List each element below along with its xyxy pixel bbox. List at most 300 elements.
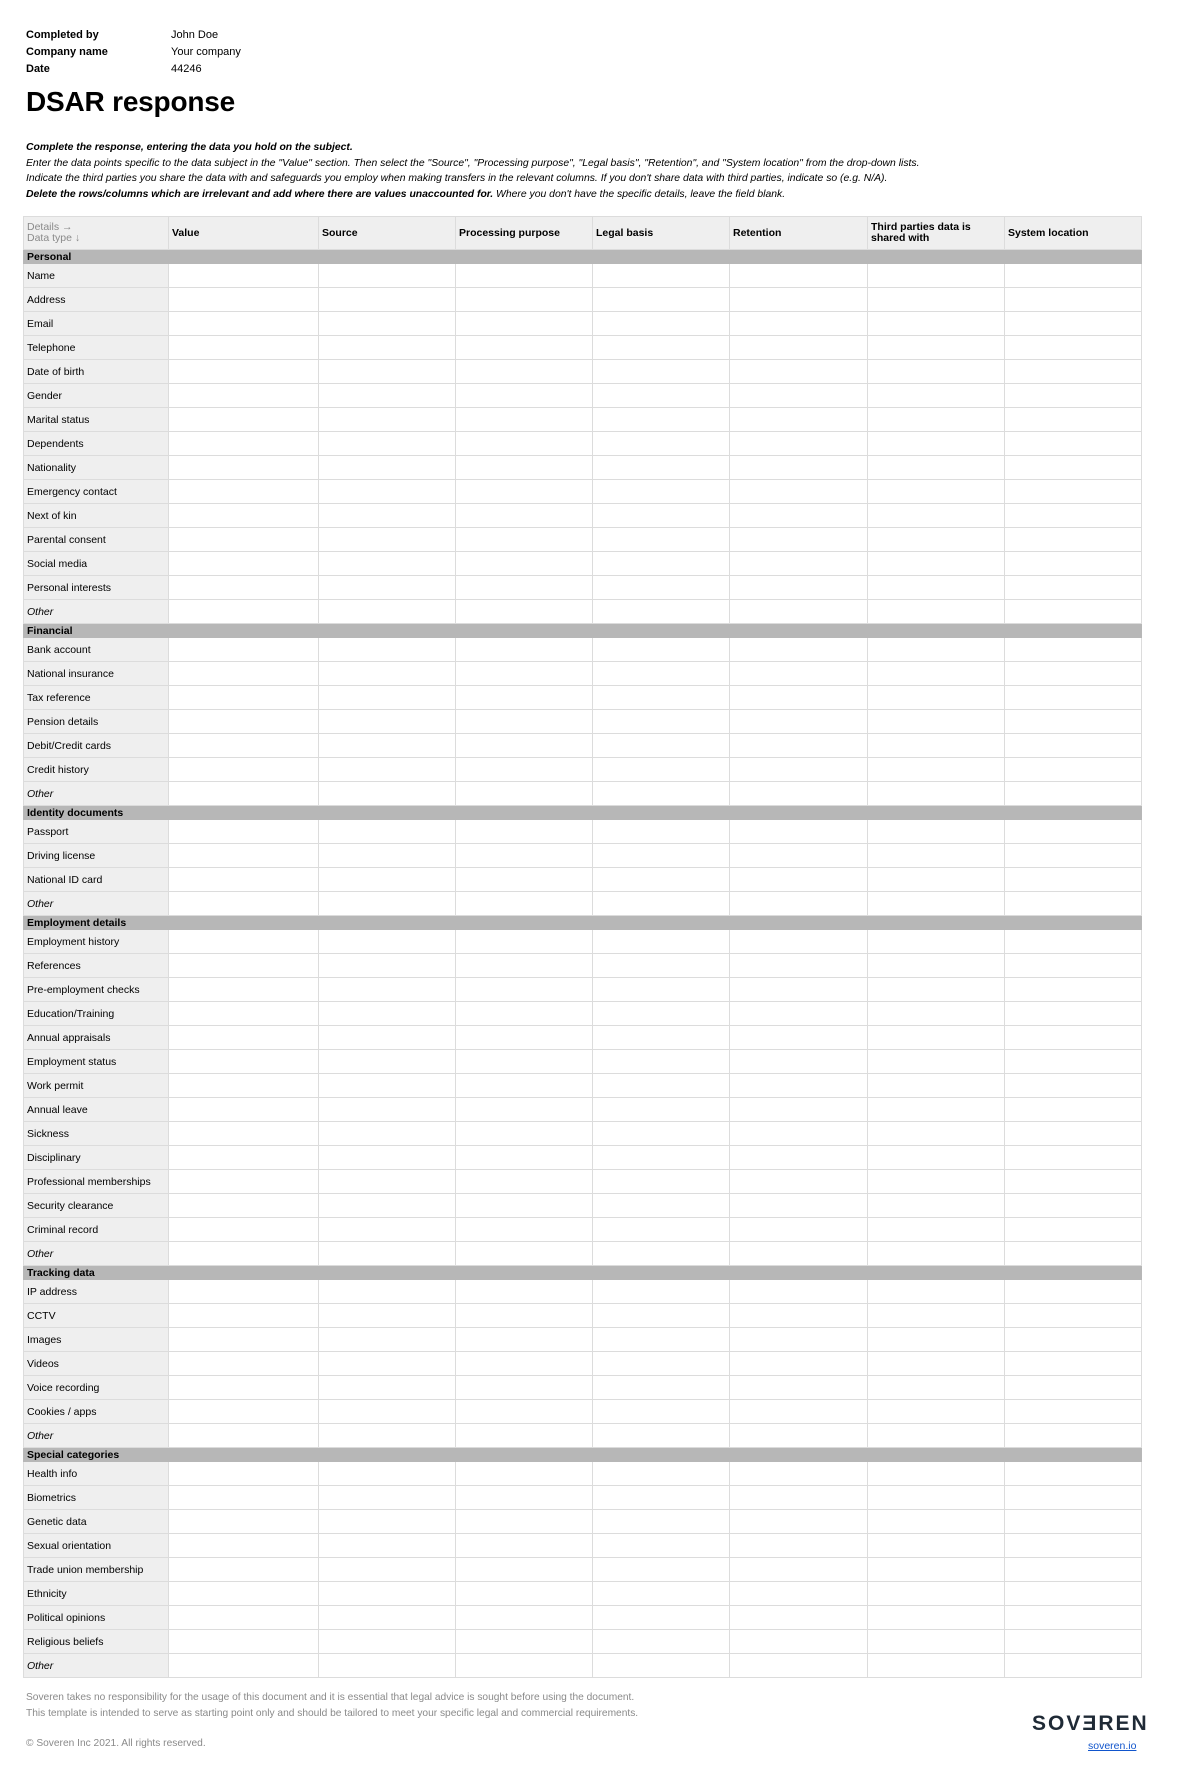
table-cell[interactable] — [456, 1242, 593, 1266]
table-cell[interactable] — [1005, 1280, 1142, 1304]
table-cell[interactable] — [319, 892, 456, 916]
table-cell[interactable] — [319, 432, 456, 456]
table-cell[interactable] — [456, 360, 593, 384]
table-cell[interactable] — [730, 638, 868, 662]
table-cell[interactable] — [169, 384, 319, 408]
table-cell[interactable] — [319, 710, 456, 734]
table-cell[interactable] — [169, 686, 319, 710]
table-cell[interactable] — [319, 1462, 456, 1486]
table-cell[interactable] — [730, 662, 868, 686]
table-cell[interactable] — [319, 1218, 456, 1242]
table-cell[interactable] — [593, 1424, 730, 1448]
table-cell[interactable] — [730, 1074, 868, 1098]
table-cell[interactable] — [1005, 1098, 1142, 1122]
table-cell[interactable] — [868, 1486, 1005, 1510]
table-cell[interactable] — [456, 782, 593, 806]
table-cell[interactable] — [868, 820, 1005, 844]
table-cell[interactable] — [1005, 528, 1142, 552]
table-cell[interactable] — [1005, 782, 1142, 806]
table-cell[interactable] — [169, 662, 319, 686]
table-cell[interactable] — [593, 1654, 730, 1678]
table-cell[interactable] — [1005, 638, 1142, 662]
table-cell[interactable] — [456, 576, 593, 600]
table-cell[interactable] — [169, 312, 319, 336]
table-cell[interactable] — [593, 1050, 730, 1074]
table-cell[interactable] — [456, 638, 593, 662]
table-cell[interactable] — [456, 1304, 593, 1328]
table-cell[interactable] — [730, 360, 868, 384]
table-cell[interactable] — [593, 868, 730, 892]
table-cell[interactable] — [1005, 1630, 1142, 1654]
table-cell[interactable] — [456, 336, 593, 360]
table-cell[interactable] — [1005, 480, 1142, 504]
table-cell[interactable] — [169, 1242, 319, 1266]
table-cell[interactable] — [319, 1170, 456, 1194]
table-cell[interactable] — [593, 686, 730, 710]
table-cell[interactable] — [169, 336, 319, 360]
table-cell[interactable] — [593, 1328, 730, 1352]
table-cell[interactable] — [169, 1510, 319, 1534]
table-cell[interactable] — [593, 504, 730, 528]
table-cell[interactable] — [593, 1534, 730, 1558]
table-cell[interactable] — [593, 456, 730, 480]
table-cell[interactable] — [868, 1026, 1005, 1050]
table-cell[interactable] — [1005, 1606, 1142, 1630]
table-cell[interactable] — [1005, 1376, 1142, 1400]
table-cell[interactable] — [730, 1424, 868, 1448]
table-cell[interactable] — [730, 1606, 868, 1630]
table-cell[interactable] — [730, 1098, 868, 1122]
table-cell[interactable] — [169, 978, 319, 1002]
table-cell[interactable] — [169, 1486, 319, 1510]
table-cell[interactable] — [456, 456, 593, 480]
table-cell[interactable] — [730, 1558, 868, 1582]
table-cell[interactable] — [456, 408, 593, 432]
table-cell[interactable] — [319, 456, 456, 480]
table-cell[interactable] — [456, 758, 593, 782]
table-cell[interactable] — [169, 638, 319, 662]
table-cell[interactable] — [319, 1510, 456, 1534]
table-cell[interactable] — [868, 1280, 1005, 1304]
table-cell[interactable] — [456, 1328, 593, 1352]
table-cell[interactable] — [169, 552, 319, 576]
table-cell[interactable] — [868, 1194, 1005, 1218]
table-cell[interactable] — [456, 1002, 593, 1026]
table-cell[interactable] — [456, 1194, 593, 1218]
table-cell[interactable] — [456, 552, 593, 576]
table-cell[interactable] — [593, 734, 730, 758]
table-cell[interactable] — [593, 576, 730, 600]
table-cell[interactable] — [1005, 1328, 1142, 1352]
table-cell[interactable] — [868, 456, 1005, 480]
table-cell[interactable] — [319, 480, 456, 504]
table-cell[interactable] — [730, 1328, 868, 1352]
table-cell[interactable] — [593, 408, 730, 432]
table-cell[interactable] — [593, 360, 730, 384]
table-cell[interactable] — [319, 600, 456, 624]
table-cell[interactable] — [456, 264, 593, 288]
table-cell[interactable] — [169, 710, 319, 734]
table-cell[interactable] — [868, 1304, 1005, 1328]
table-cell[interactable] — [319, 978, 456, 1002]
table-cell[interactable] — [1005, 954, 1142, 978]
table-cell[interactable] — [730, 1582, 868, 1606]
table-cell[interactable] — [456, 1558, 593, 1582]
table-cell[interactable] — [169, 264, 319, 288]
table-cell[interactable] — [1005, 1582, 1142, 1606]
table-cell[interactable] — [1005, 1352, 1142, 1376]
table-cell[interactable] — [169, 432, 319, 456]
table-cell[interactable] — [456, 504, 593, 528]
soveren-link[interactable]: soveren.io — [1088, 1740, 1137, 1752]
table-cell[interactable] — [730, 600, 868, 624]
table-cell[interactable] — [1005, 868, 1142, 892]
table-cell[interactable] — [868, 1218, 1005, 1242]
table-cell[interactable] — [456, 1170, 593, 1194]
table-cell[interactable] — [593, 638, 730, 662]
table-cell[interactable] — [593, 1486, 730, 1510]
table-cell[interactable] — [169, 528, 319, 552]
table-cell[interactable] — [456, 1534, 593, 1558]
table-cell[interactable] — [319, 312, 456, 336]
table-cell[interactable] — [319, 1280, 456, 1304]
table-cell[interactable] — [456, 868, 593, 892]
table-cell[interactable] — [456, 1400, 593, 1424]
table-cell[interactable] — [593, 1170, 730, 1194]
table-cell[interactable] — [319, 336, 456, 360]
table-cell[interactable] — [169, 576, 319, 600]
table-cell[interactable] — [868, 336, 1005, 360]
table-cell[interactable] — [730, 1630, 868, 1654]
table-cell[interactable] — [319, 1304, 456, 1328]
table-cell[interactable] — [1005, 662, 1142, 686]
table-cell[interactable] — [319, 686, 456, 710]
table-cell[interactable] — [868, 1098, 1005, 1122]
table-cell[interactable] — [319, 782, 456, 806]
table-cell[interactable] — [319, 1352, 456, 1376]
table-cell[interactable] — [169, 1400, 319, 1424]
table-cell[interactable] — [868, 264, 1005, 288]
table-cell[interactable] — [593, 1218, 730, 1242]
table-cell[interactable] — [169, 1002, 319, 1026]
table-cell[interactable] — [319, 504, 456, 528]
table-cell[interactable] — [730, 1654, 868, 1678]
table-cell[interactable] — [730, 1352, 868, 1376]
table-cell[interactable] — [1005, 1486, 1142, 1510]
table-cell[interactable] — [593, 1280, 730, 1304]
table-cell[interactable] — [868, 1074, 1005, 1098]
table-cell[interactable] — [456, 1026, 593, 1050]
table-cell[interactable] — [593, 758, 730, 782]
table-cell[interactable] — [730, 686, 868, 710]
table-cell[interactable] — [1005, 686, 1142, 710]
table-cell[interactable] — [319, 638, 456, 662]
table-cell[interactable] — [1005, 336, 1142, 360]
table-cell[interactable] — [169, 504, 319, 528]
table-cell[interactable] — [730, 758, 868, 782]
table-cell[interactable] — [593, 820, 730, 844]
table-cell[interactable] — [730, 734, 868, 758]
table-cell[interactable] — [169, 1146, 319, 1170]
table-cell[interactable] — [169, 844, 319, 868]
table-cell[interactable] — [169, 734, 319, 758]
table-cell[interactable] — [456, 1630, 593, 1654]
table-cell[interactable] — [169, 288, 319, 312]
table-cell[interactable] — [169, 1328, 319, 1352]
table-cell[interactable] — [868, 1462, 1005, 1486]
table-cell[interactable] — [1005, 312, 1142, 336]
table-cell[interactable] — [593, 1582, 730, 1606]
table-cell[interactable] — [593, 1606, 730, 1630]
table-cell[interactable] — [1005, 1424, 1142, 1448]
table-cell[interactable] — [1005, 892, 1142, 916]
table-cell[interactable] — [1005, 758, 1142, 782]
table-cell[interactable] — [169, 1026, 319, 1050]
table-cell[interactable] — [868, 892, 1005, 916]
table-cell[interactable] — [593, 1304, 730, 1328]
table-cell[interactable] — [593, 1510, 730, 1534]
table-cell[interactable] — [868, 1558, 1005, 1582]
table-cell[interactable] — [868, 734, 1005, 758]
table-cell[interactable] — [868, 1582, 1005, 1606]
table-cell[interactable] — [169, 1424, 319, 1448]
table-cell[interactable] — [169, 1558, 319, 1582]
table-cell[interactable] — [868, 1424, 1005, 1448]
table-cell[interactable] — [593, 264, 730, 288]
table-cell[interactable] — [868, 1352, 1005, 1376]
table-cell[interactable] — [593, 1352, 730, 1376]
table-cell[interactable] — [319, 1606, 456, 1630]
table-cell[interactable] — [1005, 576, 1142, 600]
table-cell[interactable] — [593, 892, 730, 916]
table-cell[interactable] — [868, 954, 1005, 978]
table-cell[interactable] — [319, 1074, 456, 1098]
table-cell[interactable] — [868, 1654, 1005, 1678]
table-cell[interactable] — [730, 576, 868, 600]
table-cell[interactable] — [169, 1376, 319, 1400]
table-cell[interactable] — [730, 1218, 868, 1242]
table-cell[interactable] — [730, 552, 868, 576]
table-cell[interactable] — [593, 336, 730, 360]
table-cell[interactable] — [868, 528, 1005, 552]
table-cell[interactable] — [593, 1026, 730, 1050]
table-cell[interactable] — [730, 432, 868, 456]
table-cell[interactable] — [593, 954, 730, 978]
table-cell[interactable] — [169, 1050, 319, 1074]
table-cell[interactable] — [730, 1462, 868, 1486]
table-cell[interactable] — [730, 892, 868, 916]
table-cell[interactable] — [593, 600, 730, 624]
table-cell[interactable] — [169, 408, 319, 432]
table-cell[interactable] — [1005, 930, 1142, 954]
table-cell[interactable] — [730, 1280, 868, 1304]
table-cell[interactable] — [593, 432, 730, 456]
table-cell[interactable] — [593, 384, 730, 408]
table-cell[interactable] — [1005, 504, 1142, 528]
table-cell[interactable] — [593, 480, 730, 504]
table-cell[interactable] — [1005, 1218, 1142, 1242]
table-cell[interactable] — [868, 552, 1005, 576]
table-cell[interactable] — [456, 710, 593, 734]
table-cell[interactable] — [868, 360, 1005, 384]
table-cell[interactable] — [868, 844, 1005, 868]
table-cell[interactable] — [1005, 1558, 1142, 1582]
table-cell[interactable] — [730, 820, 868, 844]
table-cell[interactable] — [868, 686, 1005, 710]
table-cell[interactable] — [730, 264, 868, 288]
table-cell[interactable] — [868, 1630, 1005, 1654]
table-cell[interactable] — [456, 288, 593, 312]
table-cell[interactable] — [1005, 1002, 1142, 1026]
table-cell[interactable] — [593, 1194, 730, 1218]
table-cell[interactable] — [456, 1462, 593, 1486]
table-cell[interactable] — [730, 480, 868, 504]
table-cell[interactable] — [456, 844, 593, 868]
table-cell[interactable] — [730, 1146, 868, 1170]
table-cell[interactable] — [730, 930, 868, 954]
table-cell[interactable] — [169, 1074, 319, 1098]
table-cell[interactable] — [169, 1606, 319, 1630]
table-cell[interactable] — [319, 384, 456, 408]
table-cell[interactable] — [169, 1194, 319, 1218]
table-cell[interactable] — [593, 1242, 730, 1266]
table-cell[interactable] — [868, 930, 1005, 954]
table-cell[interactable] — [1005, 844, 1142, 868]
table-cell[interactable] — [169, 782, 319, 806]
table-cell[interactable] — [456, 1510, 593, 1534]
table-cell[interactable] — [730, 1510, 868, 1534]
table-cell[interactable] — [1005, 820, 1142, 844]
table-cell[interactable] — [169, 1304, 319, 1328]
table-cell[interactable] — [868, 504, 1005, 528]
table-cell[interactable] — [868, 384, 1005, 408]
table-cell[interactable] — [593, 528, 730, 552]
table-cell[interactable] — [1005, 1122, 1142, 1146]
table-cell[interactable] — [456, 1218, 593, 1242]
table-cell[interactable] — [319, 954, 456, 978]
table-cell[interactable] — [456, 892, 593, 916]
table-cell[interactable] — [868, 576, 1005, 600]
table-cell[interactable] — [169, 1280, 319, 1304]
table-cell[interactable] — [456, 1486, 593, 1510]
table-cell[interactable] — [1005, 1194, 1142, 1218]
table-cell[interactable] — [319, 1486, 456, 1510]
table-cell[interactable] — [169, 820, 319, 844]
table-cell[interactable] — [593, 1400, 730, 1424]
table-cell[interactable] — [319, 1654, 456, 1678]
table-cell[interactable] — [730, 408, 868, 432]
table-cell[interactable] — [319, 734, 456, 758]
table-cell[interactable] — [1005, 1510, 1142, 1534]
table-cell[interactable] — [730, 1304, 868, 1328]
table-cell[interactable] — [730, 1170, 868, 1194]
table-cell[interactable] — [169, 1582, 319, 1606]
table-cell[interactable] — [1005, 552, 1142, 576]
table-cell[interactable] — [319, 264, 456, 288]
table-cell[interactable] — [456, 662, 593, 686]
table-cell[interactable] — [169, 1218, 319, 1242]
table-cell[interactable] — [868, 1510, 1005, 1534]
table-cell[interactable] — [319, 1400, 456, 1424]
table-cell[interactable] — [456, 1606, 593, 1630]
table-cell[interactable] — [730, 288, 868, 312]
table-cell[interactable] — [868, 432, 1005, 456]
table-cell[interactable] — [868, 1146, 1005, 1170]
table-cell[interactable] — [730, 1486, 868, 1510]
table-cell[interactable] — [169, 480, 319, 504]
table-cell[interactable] — [319, 1534, 456, 1558]
table-cell[interactable] — [319, 288, 456, 312]
table-cell[interactable] — [456, 1424, 593, 1448]
table-cell[interactable] — [456, 600, 593, 624]
table-cell[interactable] — [319, 758, 456, 782]
table-cell[interactable] — [319, 868, 456, 892]
table-cell[interactable] — [730, 336, 868, 360]
table-cell[interactable] — [730, 844, 868, 868]
table-cell[interactable] — [456, 528, 593, 552]
table-cell[interactable] — [868, 1170, 1005, 1194]
table-cell[interactable] — [319, 1098, 456, 1122]
table-cell[interactable] — [319, 1002, 456, 1026]
table-cell[interactable] — [169, 1654, 319, 1678]
table-cell[interactable] — [1005, 734, 1142, 758]
table-cell[interactable] — [456, 1050, 593, 1074]
table-cell[interactable] — [730, 1194, 868, 1218]
table-cell[interactable] — [169, 1122, 319, 1146]
table-cell[interactable] — [456, 1122, 593, 1146]
table-cell[interactable] — [319, 930, 456, 954]
table-cell[interactable] — [1005, 360, 1142, 384]
table-cell[interactable] — [593, 1558, 730, 1582]
table-cell[interactable] — [868, 1534, 1005, 1558]
table-cell[interactable] — [868, 1328, 1005, 1352]
table-cell[interactable] — [593, 844, 730, 868]
table-cell[interactable] — [868, 312, 1005, 336]
table-cell[interactable] — [169, 1534, 319, 1558]
table-cell[interactable] — [169, 1462, 319, 1486]
table-cell[interactable] — [868, 1050, 1005, 1074]
table-cell[interactable] — [169, 930, 319, 954]
table-cell[interactable] — [456, 1352, 593, 1376]
table-cell[interactable] — [593, 782, 730, 806]
table-cell[interactable] — [730, 1050, 868, 1074]
table-cell[interactable] — [456, 1146, 593, 1170]
table-cell[interactable] — [730, 384, 868, 408]
table-cell[interactable] — [730, 1026, 868, 1050]
table-cell[interactable] — [868, 1242, 1005, 1266]
table-cell[interactable] — [456, 978, 593, 1002]
table-cell[interactable] — [1005, 1074, 1142, 1098]
table-cell[interactable] — [456, 1074, 593, 1098]
table-cell[interactable] — [593, 1462, 730, 1486]
table-cell[interactable] — [593, 710, 730, 734]
table-cell[interactable] — [319, 576, 456, 600]
table-cell[interactable] — [1005, 710, 1142, 734]
table-cell[interactable] — [868, 1400, 1005, 1424]
table-cell[interactable] — [1005, 432, 1142, 456]
table-cell[interactable] — [1005, 384, 1142, 408]
table-cell[interactable] — [593, 1630, 730, 1654]
table-cell[interactable] — [169, 1098, 319, 1122]
table-cell[interactable] — [456, 1376, 593, 1400]
table-cell[interactable] — [319, 528, 456, 552]
table-cell[interactable] — [868, 868, 1005, 892]
table-cell[interactable] — [169, 1170, 319, 1194]
table-cell[interactable] — [1005, 1462, 1142, 1486]
table-cell[interactable] — [319, 1194, 456, 1218]
table-cell[interactable] — [868, 1606, 1005, 1630]
table-cell[interactable] — [319, 1582, 456, 1606]
